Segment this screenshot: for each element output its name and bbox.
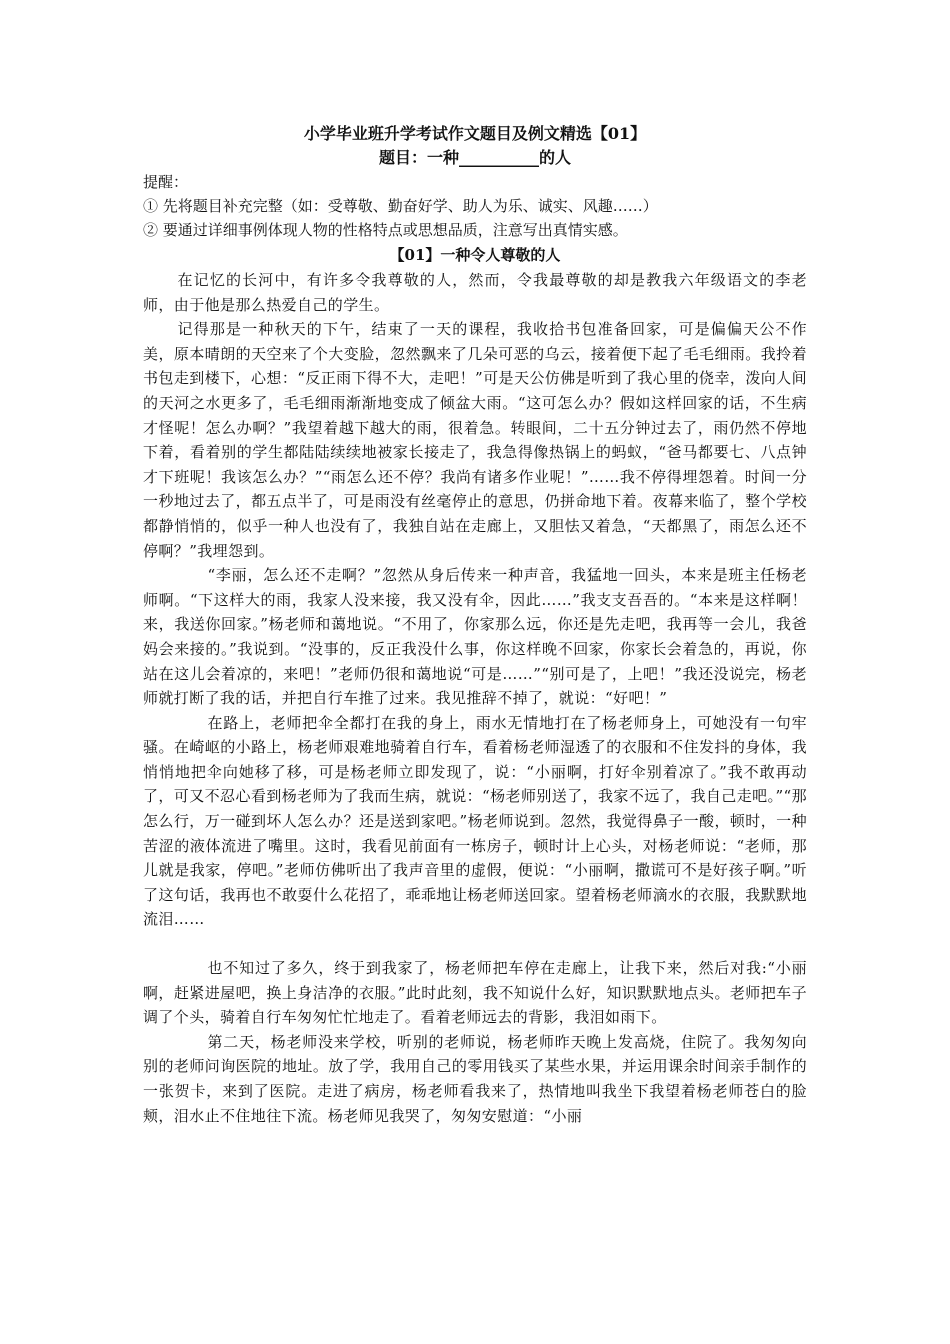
essay-paragraph: 也不知过了多久，终于到我家了，杨老师把车停在走廊上，让我下来，然后对我:“小丽啊，赶紧进屋吧，换上身洁净的衣服。”此时此刻，我不知说什么好，知识默默地点头。老师把车子调了个头，骑着自行车匆匆忙忙地走了。看着老师远去的背影，我泪如雨下。 [143, 959, 807, 1027]
essay-paragraph: 在记忆的长河中，有许多令我尊敬的人，然而，令我最尊敬的却是教我六年级语文的李老师，由于他是那么热爱自己的学生。 [143, 271, 807, 314]
essay-paragraph: 记得那是一种秋天的下午，结束了一天的课程，我收拾书包准备回家，可是偏偏天公不作美，原本晴朗的天空来了个大变脸，忽然飘来了几朵可恶的乌云，接着便下起了毛毛细雨。我拎着书包走到楼下，心想：“反正雨下得不大，走吧！”可是天公仿佛是听到了我心里的侥幸，泼向人间的天河之水更多了，毛毛细雨渐渐地变成了倾盆大雨。“这可怎么办？假如这样回家的话，不生病才怪呢！怎么办啊？”我望着越下越大的雨，很着急。转眼间，二十五分钟过去了，雨仍然不停地下着，看着别的学生都陆陆续续地被家长接走了，我急得像热锅上的蚂蚁，“爸马都要七、八点钟才下班呢！我该怎么办？”“雨怎么还不停？我尚有诸多作业呢！”……我不停得埋怨着。时间一分一秒地过去了，都五点半了，可是雨没有丝毫停止的意思，仍拼命地下着。夜幕来临了，整个学校都静悄悄的，似乎一种人也没有了，我独自站在走廊上，又胆怯又着急，“天都黑了，雨怎么还不停啊？”我埋怨到。 [143, 320, 807, 560]
essay-topic: 题目：一种__________的人 [378, 148, 571, 167]
essay-paragraph: 在路上，老师把伞全都打在我的身上，雨水无情地打在了杨老师身上，可她没有一句牢骚。在崎岖的小路上，杨老师艰难地骑着自行车，看着杨老师湿透了的衣服和不住发抖的身体，我悄悄地把伞向她移了移，可是杨老师立即发现了，说：“小丽啊，打好伞别着凉了。”我不敢再动了，可又不忍心看到杨老师为了我而生病，就说：“杨老师别送了，我家不远了，我自己走吧。”“那怎么行，万一碰到坏人怎么办？还是送到家吧。”杨老师说到。忽然，我觉得鼻子一酸，顿时，一种苦涩的液体流进了嘴里。这时，我看见前面有一栋房子，顿时计上心头，对杨老师说：“老师，那儿就是我家，停吧。”老师仿佛听出了我声音里的虚假，便说：“小丽啊，撒谎可不是好孩子啊。”听了这句话，我再也不敢耍什么花招了，乖乖地让杨老师送回家。望着杨老师滴水的衣服，我默默地流泪…… [143, 713, 807, 929]
reminder-label: 提醒： [143, 173, 189, 191]
reminder-item: ① 先将题目补充完整（如：受尊敬、勤奋好学、助人为乐、诚实、风趣……） [143, 197, 658, 215]
paragraph-spacer [143, 932, 807, 956]
essay-paragraph: “李丽，怎么还不走啊？”忽然从身后传来一种声音，我猛地一回头，本来是班主任杨老师啊。“下这样大的雨，我家人没来接，我又没有伞，因此……”我支支吾吾的。“本来是这样啊！来，我送你回家。”杨老师和蔼地说。“不用了，你家那么远，你还是先走吧，我再等一会儿，我爸妈会来接的。”我说到。“没事的，反正我没什么事，你这样晚不回家，你家长会着急的，再说，你站在这儿会着凉的，来吧！”老师仍很和蔼地说“可是……”“别可是了，上吧！”我还没说完，杨老师就打断了我的话，并把自行车推了过来。我见推辞不掉了，就说：“好吧！” [143, 566, 807, 708]
essay-title: 【01】一种令人尊敬的人 [389, 246, 561, 264]
essay-paragraph: 第二天，杨老师没来学校，听别的老师说，杨老师昨天晚上发高烧，住院了。我匆匆向别的老师问询医院的地址。放了学，我用自己的零用钱买了某些水果，并运用课余时间亲手制作的一张贺卡，来到了医院。走进了病房，杨老师看我来了，热情地叫我坐下我望着杨老师苍白的脸颊，泪水止不住地往下流。杨老师见我哭了，匆匆安慰道：“小丽 [143, 1032, 807, 1125]
document-title: 小学毕业班升学考试作文题目及例文精选【01】 [303, 124, 647, 143]
document-page [143, 122, 807, 1128]
reminder-item: ② 要通过详细事例体现人物的性格特点或思想品质，注意写出真情实感。 [143, 221, 628, 239]
